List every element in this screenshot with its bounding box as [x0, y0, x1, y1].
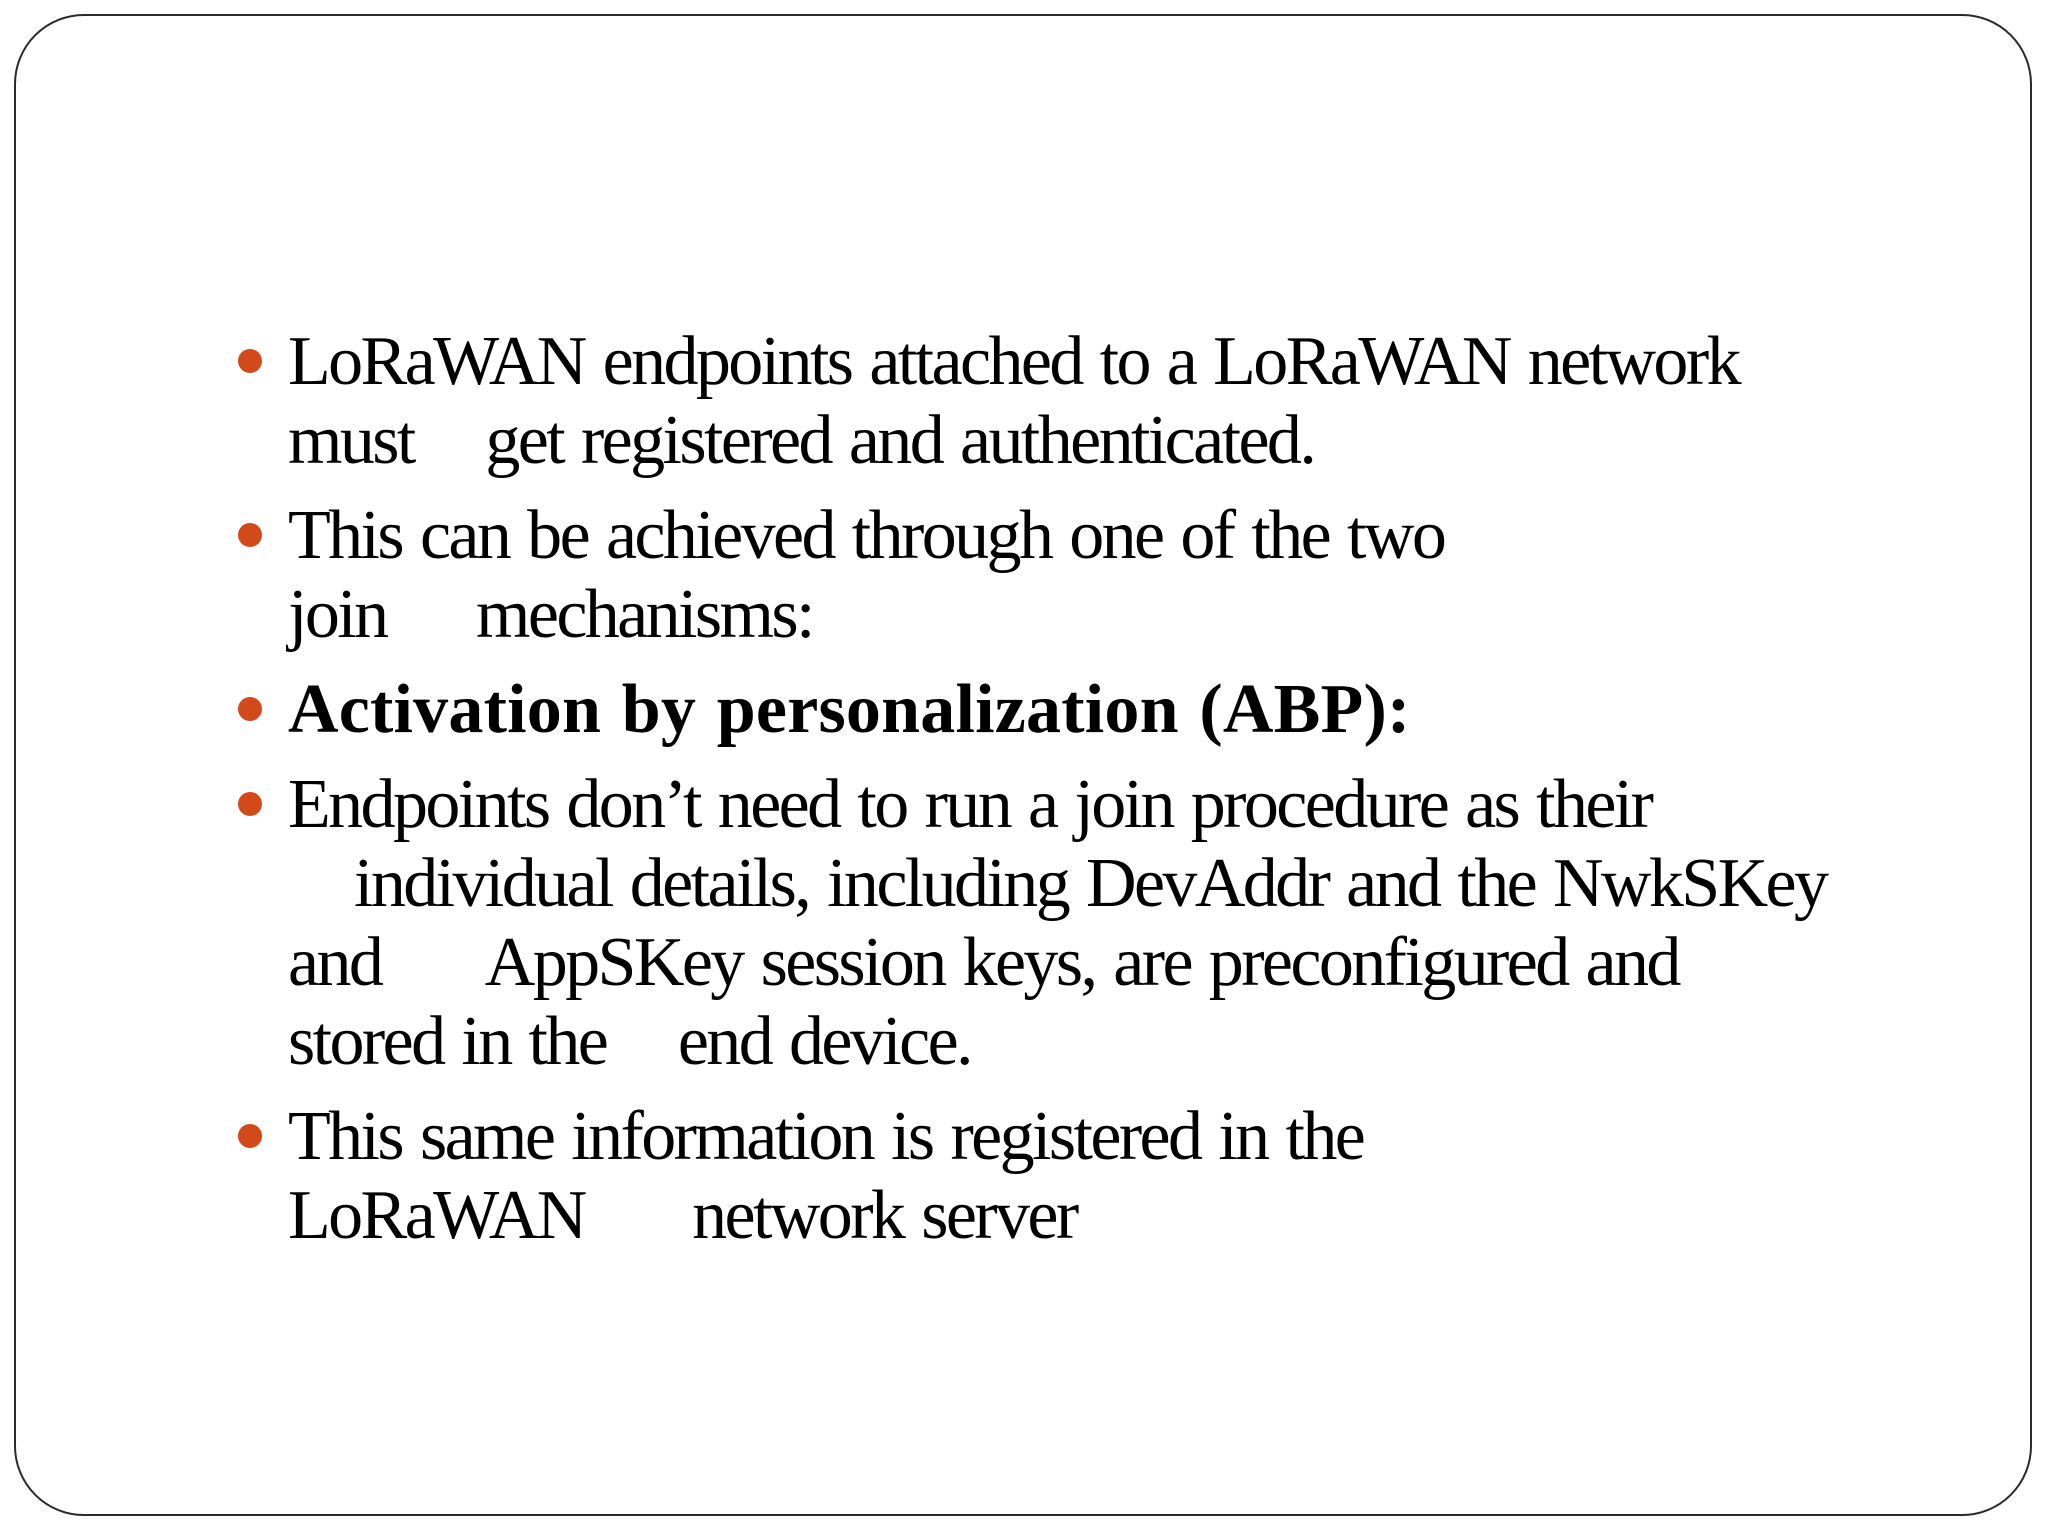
bullet-item — [236, 1097, 1916, 1255]
bullet-heading-text: Activation by personalization (ABP): — [288, 671, 1411, 748]
bullet-line: LoRaWAN network server — [288, 1177, 1077, 1254]
slide-content — [236, 322, 1916, 1271]
bullet-line: LoRaWAN endpoints attached to a LoRaWAN network — [288, 323, 1739, 400]
bullet-line: stored in the end device. — [288, 1003, 971, 1080]
bullet-line: This same information is registered in the — [288, 1098, 1364, 1175]
bullet-dot-icon — [238, 349, 262, 373]
bullet-item — [236, 322, 1916, 480]
bullet-line: individual details, including DevAddr and the NwkSKey — [354, 845, 1827, 922]
bullet-line: Endpoints don’t need to run a join procedure as their — [288, 766, 1652, 843]
bullet-dot-icon — [238, 523, 262, 547]
bullet-dot-icon — [238, 697, 262, 721]
bullet-item-heading — [236, 670, 1916, 749]
bullet-line: join mechanisms: — [288, 576, 813, 653]
bullet-item — [236, 765, 1916, 1081]
bullet-line: and AppSKey session keys, are preconfigured and — [288, 924, 1679, 1001]
bullet-line: must get registered and authenticated. — [288, 402, 1315, 479]
bullet-item — [236, 496, 1916, 654]
bullet-line: This can be achieved through one of the two — [288, 497, 1445, 574]
bullet-dot-icon — [238, 792, 262, 816]
bullet-dot-icon — [238, 1124, 262, 1148]
